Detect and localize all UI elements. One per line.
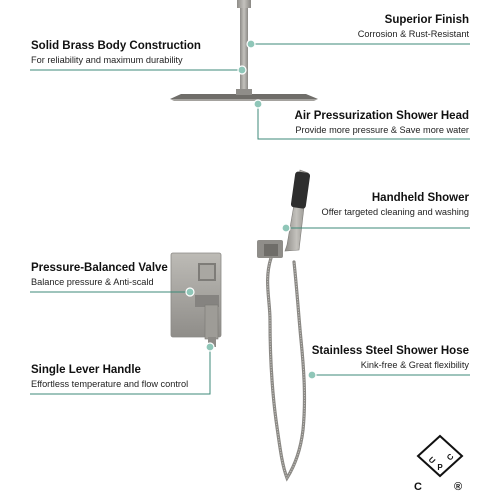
- callout-title: Pressure-Balanced Valve: [31, 262, 168, 274]
- callout-subtitle: Kink-free & Great flexibility: [360, 360, 469, 370]
- callout-subtitle: Corrosion & Rust-Resistant: [357, 29, 469, 39]
- callout-subtitle: Offer targeted cleaning and washing: [321, 207, 469, 217]
- callout-title: Handheld Shower: [371, 192, 469, 204]
- hand-shower: [257, 170, 310, 258]
- cert-letter-p: P: [437, 463, 443, 472]
- callout-subtitle: For reliability and maximum durability: [31, 55, 183, 65]
- shower-hose: [268, 258, 305, 478]
- callout-subtitle: Balance pressure & Anti-scald: [31, 277, 154, 287]
- cert-letter-u: U: [426, 455, 438, 466]
- callout-solid-brass-body: [31, 40, 201, 65]
- cupc-certification-mark: [410, 432, 470, 494]
- callout-single-lever-handle: [31, 364, 188, 389]
- callout-handheld-shower: [322, 192, 469, 217]
- cert-c-left: C: [414, 481, 422, 493]
- rain-shower-head: [170, 89, 318, 101]
- callout-stainless-hose: [312, 345, 469, 370]
- callout-title: Superior Finish: [384, 14, 469, 26]
- callout-title: Stainless Steel Shower Hose: [311, 345, 469, 357]
- callout-pressure-balanced-valve: [31, 262, 168, 287]
- callout-title: Single Lever Handle: [31, 364, 141, 376]
- callout-title: Air Pressurization Shower Head: [294, 110, 469, 122]
- callout-superior-finish: [358, 14, 469, 39]
- cert-letter-c: C: [445, 451, 456, 463]
- callout-air-pressurization-head: [295, 110, 469, 135]
- cert-registered-mark: ®: [454, 481, 463, 493]
- valve-trim-plate: [171, 253, 221, 347]
- callout-title: Solid Brass Body Construction: [31, 40, 201, 52]
- callout-subtitle: Effortless temperature and flow control: [31, 379, 189, 389]
- callout-subtitle: Provide more pressure & Save more water: [295, 125, 469, 135]
